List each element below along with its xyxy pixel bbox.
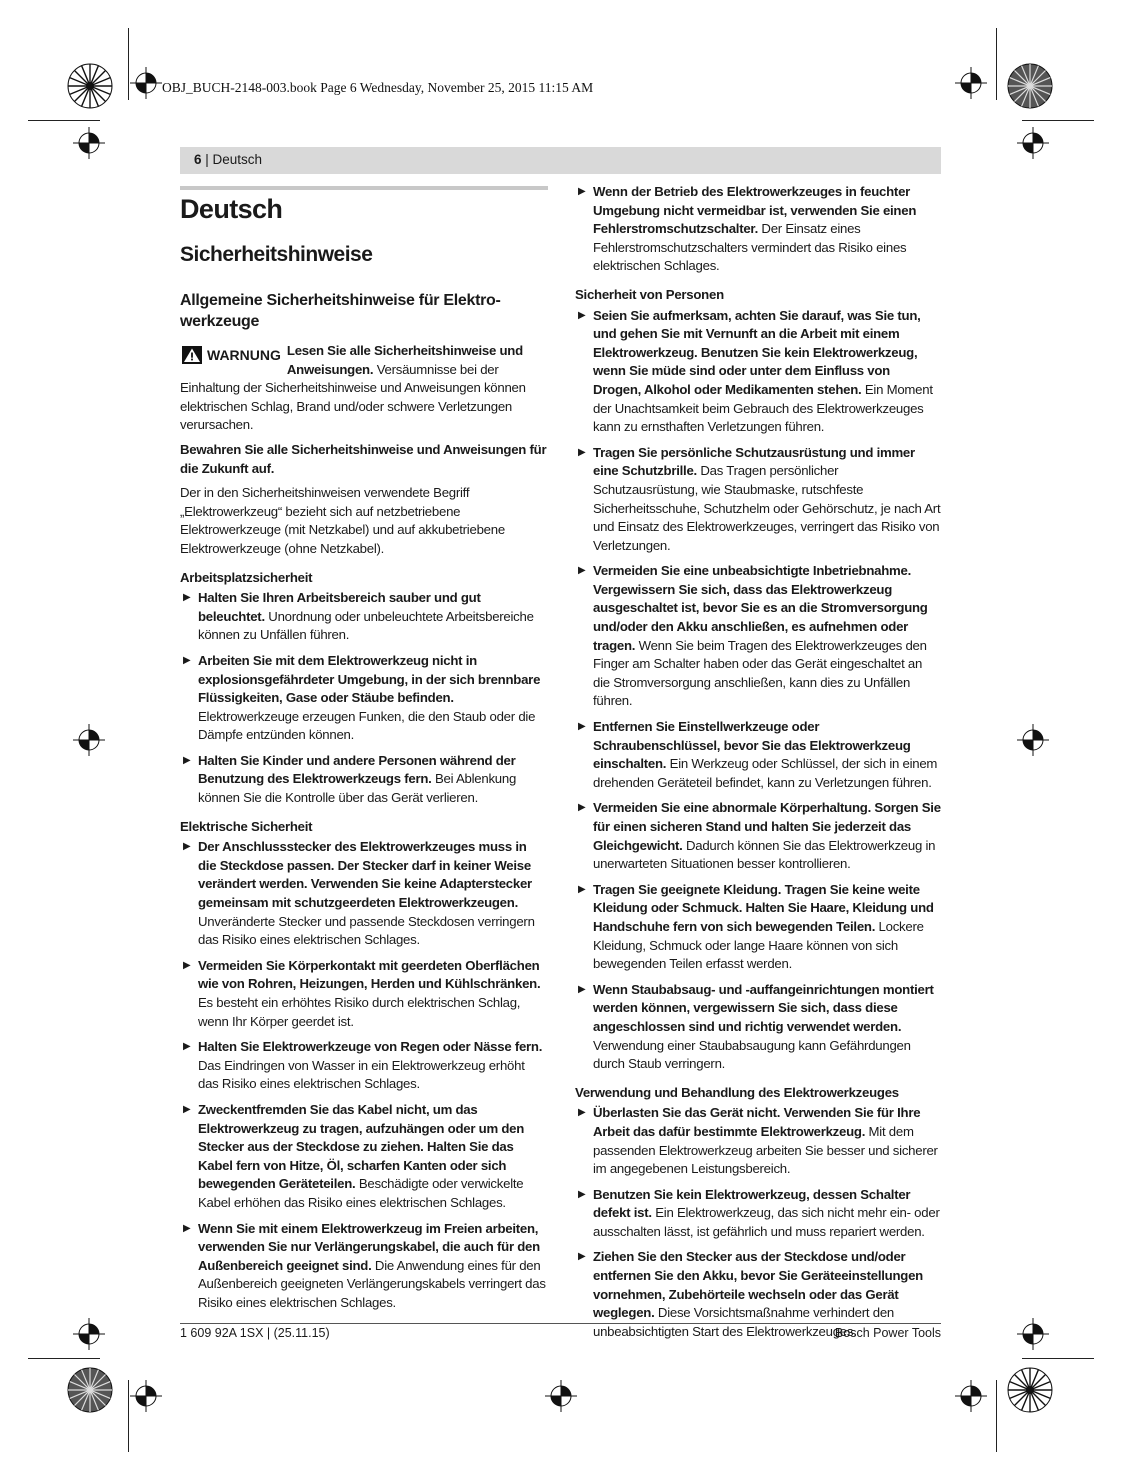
warning-triangle-icon (182, 346, 202, 364)
item-lead: Vermeiden Sie eine unbeabsichtigte Inbetriebnahme. Vergewissern Sie sich, dass das Elektrowerkzeug ausgeschaltet ist, bevor Sie es an die Stromversorgung und/oder den Akku anschließen, es aufnehmen oder tragen. (593, 563, 928, 653)
section-heading: Sicherheit von Personen (575, 286, 724, 302)
item-lead: Vermeiden Sie Körperkontakt mit geerdeten Oberflächen wie von Rohren, Heizungen, Herden und Kühlschränken. (198, 957, 541, 992)
bullet-arrow-icon: ▶ (578, 309, 586, 321)
list-item (575, 1104, 941, 1178)
crop-line (996, 1380, 997, 1452)
crop-line (1022, 1358, 1094, 1359)
list-item (575, 881, 941, 974)
bullet-arrow-icon: ▶ (578, 1107, 586, 1119)
crosshair-target-icon (955, 1380, 987, 1412)
bullet-arrow-icon: ▶ (183, 754, 191, 766)
item-lead: Halten Sie Elektrowerkzeuge von Regen oder Nässe fern. (198, 1039, 543, 1055)
item-lead: Wenn Sie mit einem Elektrowerkzeug im Freien arbeiten, verwenden Sie nur Verlängerungskabel, die auch für den Außenbereich geeignet sind. (198, 1220, 540, 1273)
header-section: Deutsch (212, 152, 263, 167)
keep-instructions-note: Bewahren Sie alle Sicherheitshinweise und Anweisungen für die Zukunft auf. (180, 441, 547, 476)
footer-rule (180, 1323, 941, 1324)
item-text: Beschädigte oder verwickelte Kabel erhöhen das Risiko eines elektrischen Schlages. (198, 1176, 524, 1210)
print-metadata: OBJ_BUCH-2148-003.book Page 6 Wednesday, November 25, 2015 11:15 AM (162, 80, 594, 95)
crosshair-target-icon (1017, 724, 1049, 756)
section-arbeitsplatz (180, 569, 548, 808)
item-lead: Überlasten Sie das Gerät nicht. Verwenden Sie für Ihre Arbeit das dafür bestimmte Elektrowerkzeug. (593, 1105, 921, 1139)
list-item (575, 981, 941, 1074)
bullet-arrow-icon: ▶ (183, 1222, 191, 1234)
section-verwendung (575, 1084, 941, 1342)
item-text: Unordnung oder unbeleuchtete Arbeitsbereiche können zu Unfällen führen. (198, 608, 534, 643)
item-text: Ein Elektrowerkzeug, das sich nicht mehr ein- oder ausschalten lässt, ist gefährlich und muss repariert werden. (593, 1205, 940, 1239)
item-lead: Halten Sie Ihren Arbeitsbereich sauber und gut beleuchtet. (198, 590, 481, 624)
page-number: 6 (194, 152, 202, 167)
item-lead: Wenn der Betrieb des Elektrowerkzeuges in feuchter Umgebung nicht vermeidbar ist, verwenden Sie einen Fehlerstromschutzschalter. (593, 184, 917, 237)
bullet-arrow-icon: ▶ (578, 446, 586, 458)
list-item (575, 183, 941, 276)
bullet-arrow-icon: ▶ (578, 565, 586, 577)
crop-line (1022, 120, 1094, 121)
bullet-arrow-icon: ▶ (578, 721, 586, 733)
list-item (180, 752, 548, 808)
crosshair-target-icon (73, 127, 105, 159)
item-text: Wenn Sie beim Tragen des Elektrowerkzeuges den Finger am Schalter haben oder das Gerät eingeschaltet an die Stromversorgung anschließen, kann dies zu Unfällen führen. (593, 637, 927, 709)
list-item (575, 799, 941, 873)
registration-star-icon (1000, 1360, 1060, 1420)
item-text: Bei Ablenkung können Sie die Kontrolle über das Gerät verlieren. (198, 771, 517, 806)
left-column (180, 192, 548, 1320)
crosshair-target-icon (955, 67, 987, 99)
section-heading: Elektrische Sicherheit (180, 818, 313, 834)
item-lead: Entfernen Sie Einstellwerkzeuge oder Schraubenschlüssel, bevor Sie das Elektrowerkzeug einschalten. (593, 719, 911, 772)
crop-line (28, 120, 100, 121)
bullet-arrow-icon: ▶ (183, 1041, 191, 1053)
section-sicherheit-personen (575, 286, 941, 1074)
bullet-arrow-icon: ▶ (183, 959, 191, 971)
warning-label (182, 346, 281, 365)
registration-star-icon (60, 1360, 120, 1420)
item-text: Der Einsatz eines Fehlerstromschutzschalters vermindert das Risiko eines elektrischen Schlages. (593, 221, 907, 274)
bullet-arrow-icon: ▶ (578, 883, 586, 895)
footer-document-id: 1 609 92A 1SX | (25.11.15) (180, 1326, 330, 1340)
list-item (575, 307, 941, 437)
list-item (180, 957, 548, 1031)
subsection-title: Allgemeine Sicherheitshinweise für Elektro- werkzeuge (180, 292, 501, 330)
crosshair-target-icon (73, 1318, 105, 1350)
list-item (180, 652, 548, 745)
item-lead: Ziehen Sie den Stecker aus der Steckdose und/oder entfernen Sie den Akku, bevor Sie Geräteeinstellungen vornehmen, Zubehörteile wechseln oder das Gerät weglegen. (593, 1249, 923, 1321)
item-lead: Wenn Staubabsaug- und -auffangeinrichtungen montiert werden können, vergewissern Sie sich, dass diese angeschlossen sind und richtig verwendet werden. (593, 981, 934, 1034)
section-heading: Arbeitsplatzsicherheit (180, 569, 313, 585)
warning-block (180, 342, 548, 435)
bullet-arrow-icon: ▶ (578, 983, 586, 995)
item-text: Unveränderte Stecker und passende Steckdosen verringern das Risiko eines elektrischen Schlages. (198, 913, 535, 948)
item-text: Verwendung einer Staubabsaugung kann Gefährdungen durch Staub verringern. (593, 1037, 911, 1072)
bullet-arrow-icon: ▶ (183, 654, 191, 666)
crop-line (996, 28, 997, 100)
warning-label-text: WARNUNG (207, 347, 281, 363)
item-lead: Halten Sie Kinder und andere Personen während der Benutzung des Elektrowerkzeugs fern. (198, 752, 516, 787)
item-lead: Tragen Sie persönliche Schutzausrüstung und immer eine Schutzbrille. (593, 444, 915, 479)
crop-line (128, 28, 129, 100)
list-item (575, 562, 941, 711)
item-lead: Benutzen Sie kein Elektrowerkzeug, dessen Schalter defekt ist. (593, 1186, 911, 1221)
list-item (575, 718, 941, 792)
crosshair-target-icon (73, 724, 105, 756)
item-lead: Tragen Sie geeignete Kleidung. Tragen Sie keine weite Kleidung oder Schmuck. Halten Sie Haare, Kleidung und Handschuhe fern von sich bewegenden Teilen. (593, 881, 934, 934)
page-title: Deutsch (180, 194, 283, 224)
item-text: Ein Werkzeug oder Schlüssel, der sich in einem drehenden Geräteteil befindet, kann zu Verletzungen führen. (593, 756, 938, 790)
warning-lead: Lesen Sie alle Sicherheitshinweise und Anweisungen. (286, 343, 523, 377)
item-text: Die Anwendung eines für den Außenbereich geeigneten Verlängerungskabels verringert das Risiko eines elektrischen Schlages. (198, 1257, 546, 1310)
item-text: Dadurch können Sie das Elektrowerkzeug in unerwarteten Situationen besser kontrollieren. (593, 837, 936, 872)
list-item (180, 838, 548, 950)
bullet-arrow-icon: ▶ (183, 592, 191, 604)
bullet-arrow-icon: ▶ (578, 1251, 586, 1263)
bullet-arrow-icon: ▶ (578, 1188, 586, 1200)
crosshair-target-icon (1017, 1318, 1049, 1350)
list-item (180, 1220, 548, 1313)
item-text: Das Tragen persönlicher Schutzausrüstung, wie Staubmaske, rutschfeste Sicherheitsschuhe, Schutzhelm oder Gehörschutz, je nach Art und Einsatz des Elektrowerkzeuges, verringert das Risiko von Verletzungen. (593, 463, 941, 553)
section-title: Sicherheitshinweise (180, 243, 373, 266)
title-rule (180, 186, 548, 190)
crosshair-target-icon (130, 1380, 162, 1412)
footer-brand: Bosch Power Tools (834, 1326, 941, 1340)
crop-line (28, 1358, 100, 1359)
list-item (575, 1186, 941, 1242)
crosshair-target-icon (1017, 127, 1049, 159)
bullet-arrow-icon: ▶ (578, 186, 586, 197)
item-text: Das Eindringen von Wasser in ein Elektrowerkzeug erhöht das Risiko eines elektrischen Schlages. (198, 1057, 525, 1092)
section-elektrische-sicherheit (180, 818, 548, 1313)
crosshair-target-icon (545, 1380, 577, 1412)
list-item (575, 444, 941, 556)
item-lead: Arbeiten Sie mit dem Elektrowerkzeug nicht in explosionsgefährdeter Umgebung, in der sich brennbare Flüssigkeiten, Gase oder Stäube befinden. (198, 652, 541, 706)
list-item (180, 1101, 548, 1213)
crosshair-target-icon (130, 67, 162, 99)
section-heading: Verwendung und Behandlung des Elektrowerkzeuges (575, 1084, 899, 1100)
bullet-arrow-icon: ▶ (183, 1103, 191, 1115)
registration-star-icon (60, 56, 120, 116)
warning-text: Versäumnisse bei der Einhaltung der Sicherheitshinweise und Anweisungen können elektrischen Schlag, Brand und/oder schwere Verletzungen verursachen. (180, 361, 526, 433)
item-lead: Vermeiden Sie eine abnormale Körperhaltung. Sorgen Sie für einen sicheren Stand und halten Sie jederzeit das Gleichgewicht. (593, 800, 941, 853)
item-lead: Zweckentfremden Sie das Kabel nicht, um das Elektrowerkzeug zu tragen, aufzuhängen oder um den Stecker aus der Steckdose zu ziehen. Halten Sie das Kabel fern von Hitze, Öl, scharfen Kanten oder sich bewegenden Geräteteilen. (198, 1101, 525, 1192)
list-item (180, 589, 548, 645)
right-column (575, 183, 941, 1348)
item-text: Mit dem passenden Elektrowerkzeug arbeiten Sie besser und sicherer im angegebenen Leistungsbereich. (593, 1123, 938, 1177)
bullet-arrow-icon: ▶ (578, 802, 586, 814)
item-text: Es besteht ein erhöhtes Risiko durch elektrischen Schlag, wenn Ihr Körper geerdet ist. (198, 995, 521, 1029)
item-lead: Seien Sie aufmerksam, achten Sie darauf, was Sie tun, und gehen Sie mit Vernunft an die Arbeit mit einem Elektrowerkzeug. Benutzen Sie kein Elektrowerkzeug, wenn Sie müde sind oder unter dem Einfluss von Drogen, Alkohol oder Medikamenten stehen. (593, 307, 921, 397)
item-text: Elektrowerkzeuge erzeugen Funken, die den Staub oder die Dämpfe entzünden können. (198, 708, 536, 743)
crop-line (128, 1380, 129, 1452)
item-text: Lockere Kleidung, Schmuck oder lange Haare können von sich bewegenden Teilen erfasst werden. (593, 918, 924, 972)
item-text: Ein Moment der Unachtsamkeit beim Gebrauch des Elektrowerkzeuges kann zu ernsthaften Verletzungen führen. (593, 381, 933, 435)
page-header: 6 | Deutsch (180, 147, 941, 174)
item-lead: Der Anschlussstecker des Elektrowerkzeuges muss in die Steckdose passen. Der Stecker darf in keiner Weise verändert werden. Verwenden Sie keine Adapterstecker gemeinsam mit schutzgeerdeten Elektrowerkzeugen. (198, 839, 532, 911)
item-text: Diese Vorsichtsmaßnahme verhindert den unbeabsichtigten Start des Elektrowerkzeuges. (593, 1305, 894, 1339)
list-item (180, 1038, 548, 1094)
bullet-arrow-icon: ▶ (183, 841, 191, 853)
registration-star-icon (1000, 56, 1060, 116)
definition-paragraph: Der in den Sicherheitshinweisen verwendete Begriff „Elektrowerkzeug“ bezieht sich auf netzbetriebene Elektrowerkzeuge (mit Netzkabel) und auf akkubetriebene Elektrowerkzeuge (ohne Netzkabel). (180, 485, 505, 556)
